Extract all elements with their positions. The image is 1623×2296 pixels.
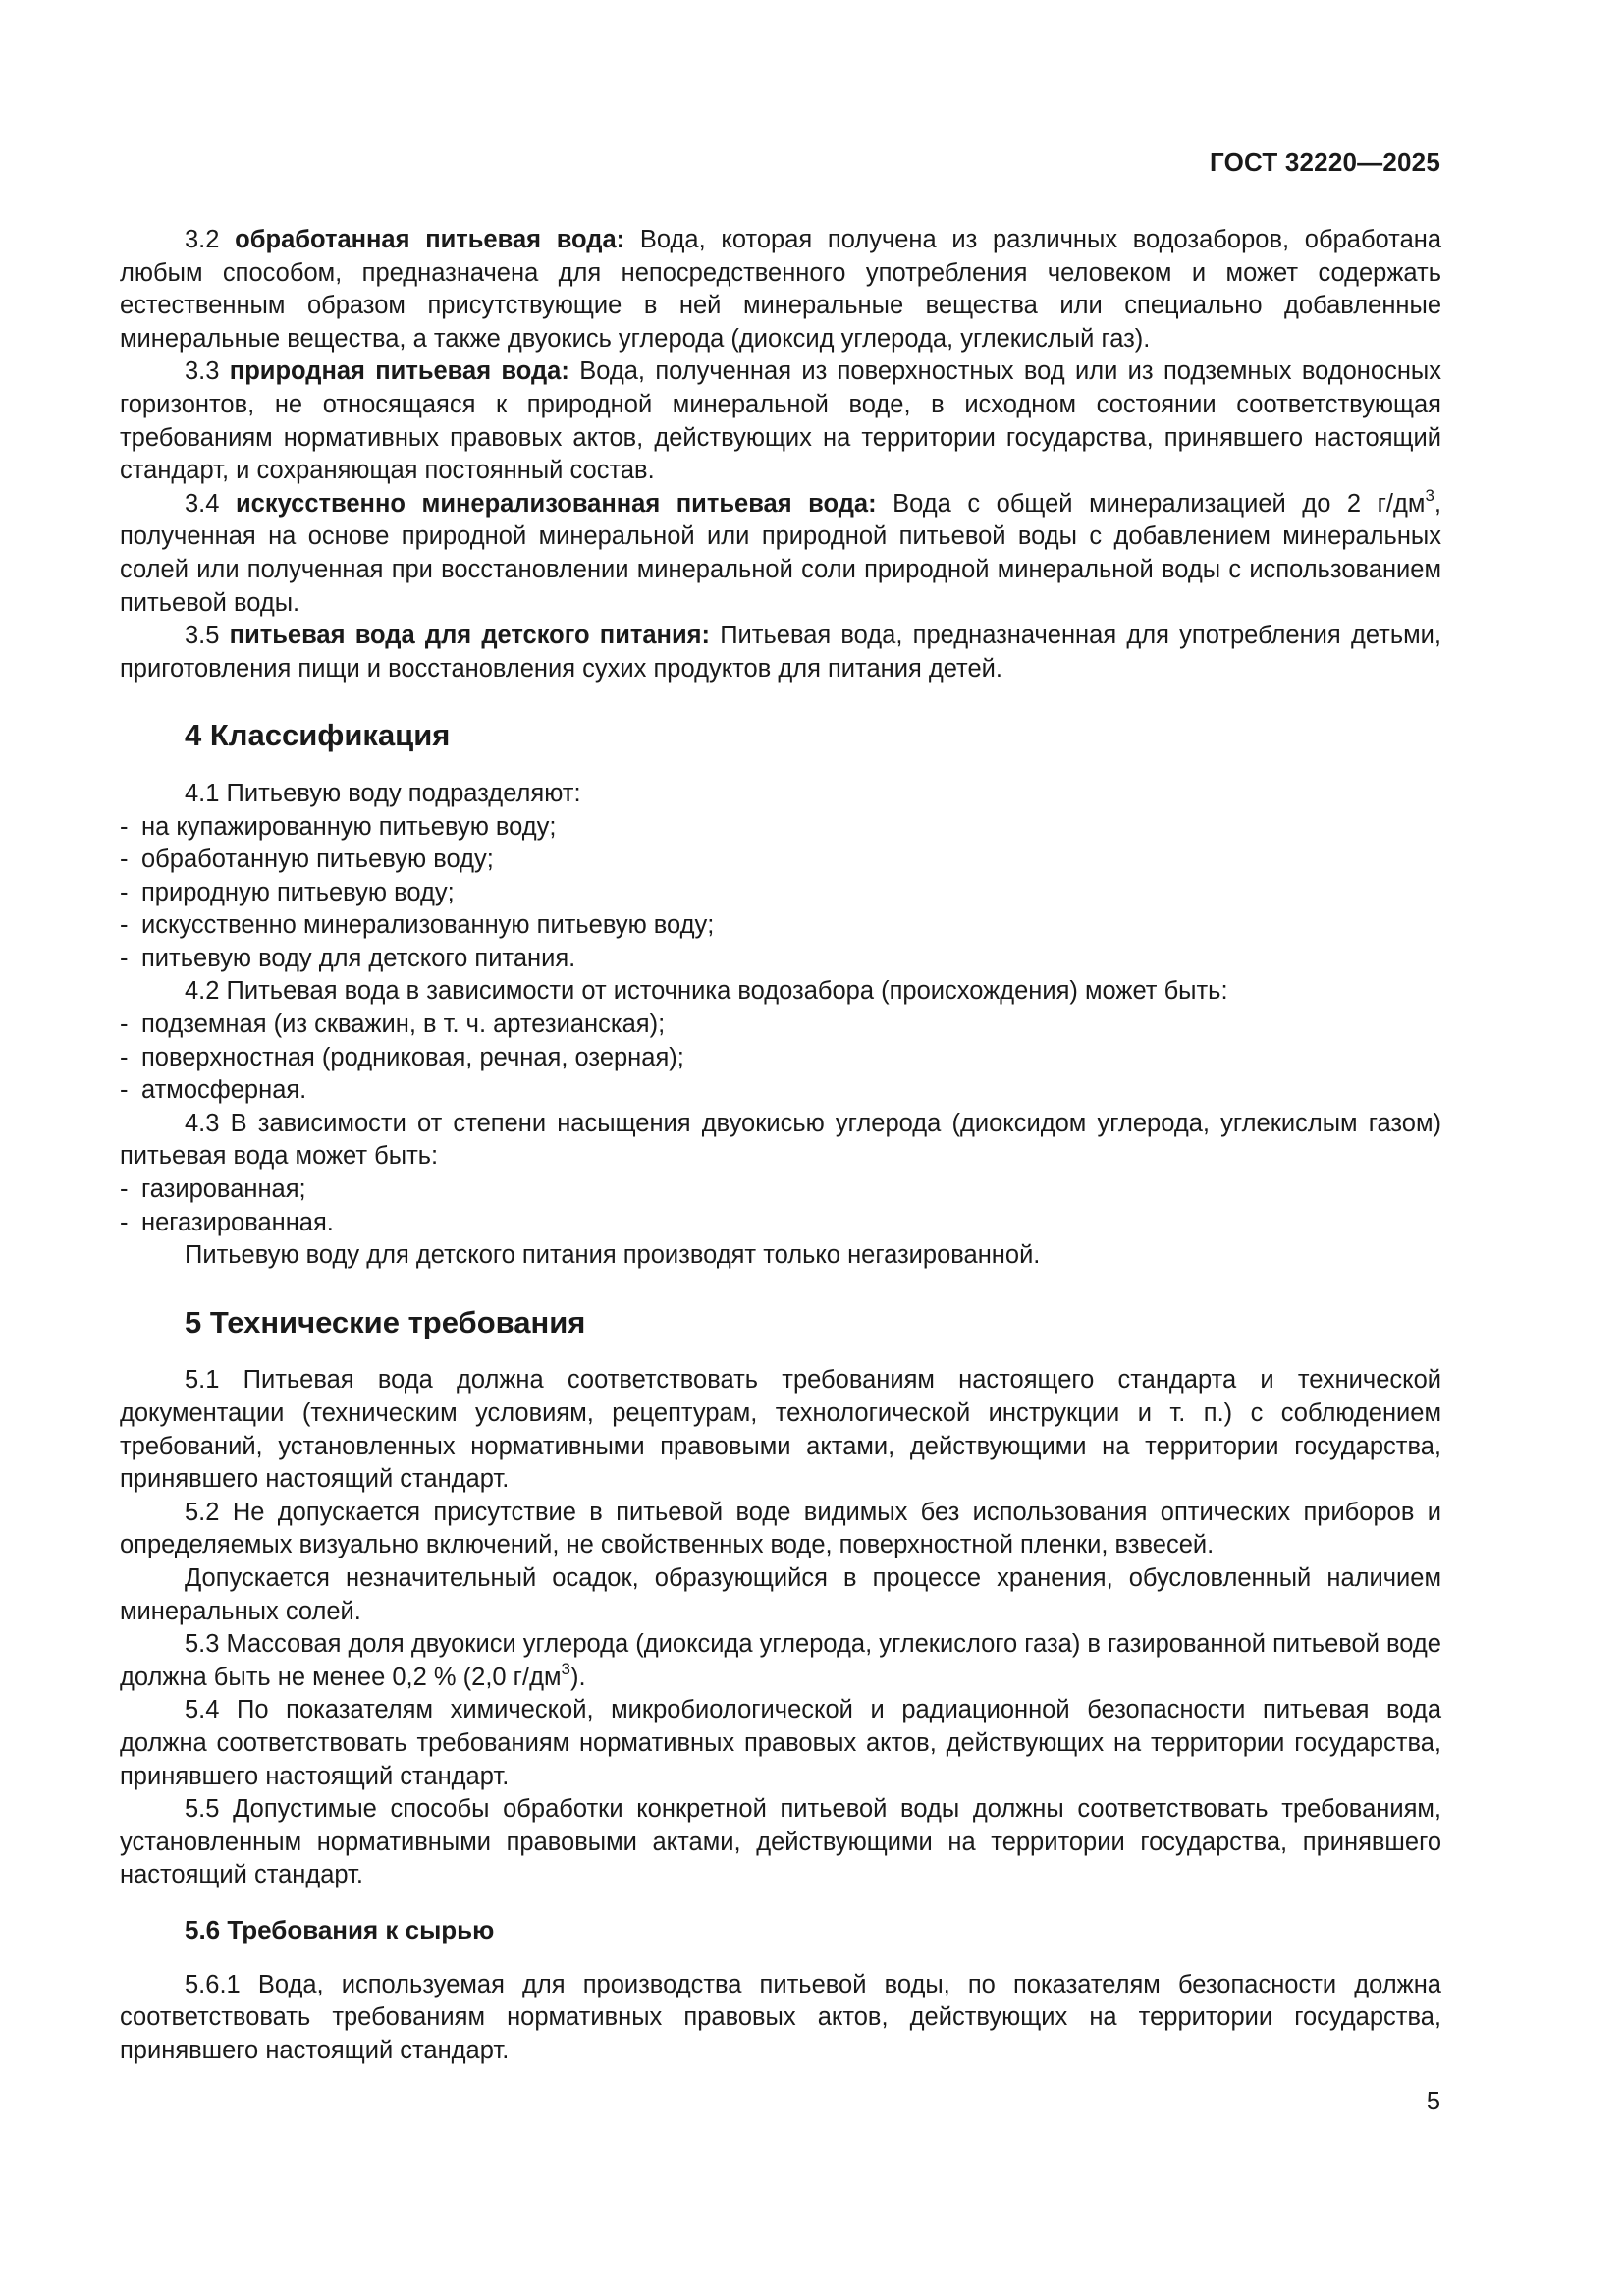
list-item: - природную питьевую воду; [120, 878, 455, 906]
clause-5-2: 5.2 Не допускается присутствие в питьевой воде видимых без использования оптических приборов и определяемых визуально включений, не свойственных воде, поверхностной пленки, взвесей. [120, 1498, 1441, 1559]
clause-5-1: 5.1 Питьевая вода должна соответствовать требованиям настоящего стандарта и технической документации (техническим условиям, рецептурам, технологической инструкции и т. п.) с соблюдением требований, установленных нормативными правовыми актами, действующими на территории государства, принявшего настоящий стандарт. [120, 1366, 1441, 1494]
term-definition-part1: Вода с общей минерализацией до 2 г/дм [893, 489, 1426, 518]
term-3-3 [120, 355, 1441, 487]
term-number: 3.3 [185, 357, 220, 386]
list-item: - газированная; [120, 1175, 306, 1204]
superscript: 3 [1425, 485, 1434, 505]
term-3-2 [120, 224, 1441, 355]
list-item: - на купажированную питьевую воду; [120, 812, 557, 841]
clause-5-6-1: 5.6.1 Вода, используемая для производства питьевой воды, по показателям безопасности должна соответствовать требованиям нормативных правовых актов, действующих на территории государства, принявшего настоящий стандарт. [120, 1970, 1441, 2064]
clause-4-1: 4.1 Питьевую воду подразделяют: [185, 779, 581, 807]
clause-5-3: 5.3 Массовая доля двуокиси углерода (диоксида углерода, углекислого газа) в газированной питьевой воде должна быть не менее 0,2 % (2,0 $г/дм^3$). [120, 1630, 1441, 1691]
term-title: обработанная питьевая вода: [235, 226, 625, 253]
section-heading-technical-requirements: 5 Технические требования [185, 1304, 586, 1339]
term-number: 3.4 [185, 489, 220, 518]
section-heading-classification: 4 Классификация [185, 718, 451, 753]
term-title: природная питьевая вода: [229, 357, 569, 386]
clause-5-5: 5.5 Допустимые способы обработки конкретной питьевой воды должны соответствовать требованиям, установленным нормативными правовыми актами, действующими на территории государства, принявшего настоящий стандарт. [120, 1795, 1441, 1889]
list-item: - искусственно минерализованную питьевую воду; [120, 911, 715, 940]
clause-5-4: 5.4 По показателям химической, микробиологической и радиационной безопасности питьевая вода должна соответствовать требованиям нормативных правовых актов, действующих на территории государства, принявшего настоящий стандарт. [120, 1696, 1441, 1790]
clause-4-2: 4.2 Питьевая вода в зависимости от источника водозабора (происхождения) может быть: [185, 977, 1228, 1006]
term-definition: Вода, полученная из поверхностных вод или из подземных водоносных горизонтов, не относящаяся к природной минеральной воде, в исходном состоянии соответствующая требованиям нормативных правовых актов, действующих на территории государства, принявшего настоящий стандарт, и сохраняющая постоянный состав. [120, 357, 1441, 485]
list-item: - негазированная. [120, 1208, 334, 1236]
page-number: 5 [1426, 2088, 1440, 2115]
list-item: - подземная (из скважин, в т. ч. артезианская); [120, 1011, 666, 1039]
document-code: ГОСТ 32220—2025 [1210, 147, 1440, 177]
superscript: 3 [561, 1659, 570, 1678]
list-item: - поверхностная (родниковая, речная, озерная); [120, 1043, 684, 1071]
term-number: 3.5 [185, 622, 220, 650]
list-item: - питьевую воду для детского питания. [120, 944, 576, 972]
clause-5-2-note: Допускается незначительный осадок, образующийся в процессе хранения, обусловленный наличием минеральных солей. [120, 1563, 1441, 1625]
term-3-4 [120, 485, 1441, 620]
clause-4-3-note: Питьевую воду для детского питания производят только негазированной. [185, 1241, 1041, 1270]
term-title: питьевая вода для детского питания: [229, 622, 710, 650]
term-definition: Вода, которая получена из различных водозаборов, обработана любым способом, предназначена для непосредственного употребления человеком и может содержать естественным образом присутствующие в ней минеральные вещества или специально добавленные минеральные вещества, а также двуокись углерода (диоксид углерода, углекислый газ). [120, 226, 1442, 353]
list-item: - обработанную питьевую воду; [120, 846, 494, 874]
term-definition: Питьевая вода, предназначенная для употребления детьми, приготовления пищи и восстановления сухих продуктов для питания детей. [120, 622, 1441, 683]
term-number: 3.2 [185, 226, 220, 253]
list-item: - атмосферная. [120, 1076, 307, 1105]
clause-4-3: 4.3 В зависимости от степени насыщения двуокисью углерода (диоксидом углерода, углекислым газом) питьевая вода может быть: [120, 1109, 1441, 1171]
term-title: искусственно минерализованная питьевая вода: [236, 489, 877, 518]
subsection-heading-raw-materials: 5.6 Требования к сырью [185, 1914, 495, 1944]
term-3-5 [120, 620, 1441, 685]
term-definition-part2: , полученная на основе природной минеральной или природной питьевой воды с добавлением минеральных солей или полученная при восстановлении минеральной соли природной минеральной воды с использованием питьевой воды. [120, 489, 1441, 617]
document-body [120, 224, 1441, 2067]
